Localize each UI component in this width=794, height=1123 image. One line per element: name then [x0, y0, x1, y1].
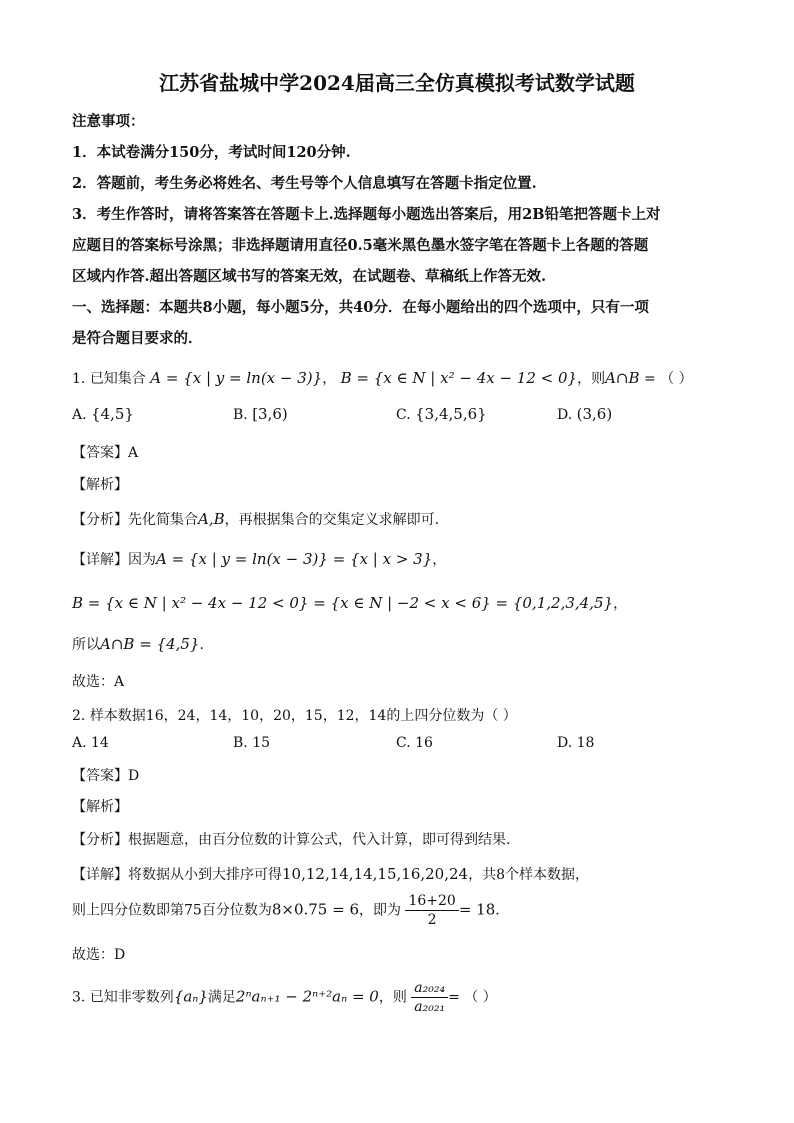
q1-analysis-tag: 【解析】: [72, 477, 128, 493]
option-label: B.: [233, 407, 248, 423]
option-value: 18: [576, 735, 595, 751]
fraction-numerator: 16+20: [405, 892, 458, 911]
result-formula: A∩B = {4,5}: [100, 635, 200, 653]
so-text: 所以: [72, 637, 100, 653]
detail-text: 则上四分位数即第75百分位数为: [72, 902, 272, 919]
question-3: [72, 979, 497, 1016]
comma: ，: [322, 371, 337, 387]
fenxi-text: 先化简集合: [128, 512, 198, 528]
option-value: {4,5}: [91, 405, 134, 423]
q2-detail-line-1: [72, 864, 589, 884]
option-label: C.: [396, 407, 411, 423]
q2-answer: [72, 765, 139, 785]
q1-detail-line-2: [72, 593, 627, 613]
q1-detail-line-3: [72, 634, 204, 654]
fraction: [405, 892, 458, 929]
answer-value: A: [128, 445, 139, 461]
q1-option-d: [557, 405, 612, 423]
detail-formula: A = {x | y = ln(x − 3)} = {x | x > 3}: [156, 550, 433, 568]
question-number: 2.: [72, 708, 86, 724]
notice-line-4: 应题目的答案标号涂黑；非选择题请用直径0.5毫米黑色墨水签字笔在答题卡上各题的答题: [72, 237, 649, 254]
question-text: 已知非零数列: [89, 989, 174, 1006]
q1-answer: [72, 442, 138, 462]
recurrence-formula: 2ⁿaₙ₊₁ − 2ⁿ⁺²aₙ = 0: [235, 987, 379, 1006]
fenxi-text: 根据题意，由百分位数的计算公式，代入计算，即可得到结果.: [128, 832, 511, 848]
option-label: B.: [233, 735, 248, 751]
fenxi-tag: 【分析】: [72, 512, 128, 528]
option-value: 14: [91, 735, 109, 751]
q2-option-c: [396, 735, 433, 751]
page-title: 江苏省盐城中学2024届高三全仿真模拟考试数学试题: [159, 71, 635, 95]
option-value: 15: [252, 735, 271, 751]
set-a-formula: A = {x | y = ln(x − 3)}: [150, 369, 323, 387]
detail-text-2: ，共8个样本数据，: [468, 867, 589, 883]
q2-fenxi: [72, 829, 510, 849]
q2-option-d: [557, 735, 594, 751]
section-heading-line-2: 是符合题目要求的．: [72, 330, 203, 347]
fraction-denominator: a₂₀₂₁: [414, 999, 446, 1015]
option-value: (3,6): [576, 405, 613, 423]
answer-tag: 【答案】: [72, 768, 128, 784]
option-label: A.: [72, 735, 87, 751]
detail-tag: 【详解】: [72, 552, 128, 568]
question-blank: = （ ）: [448, 989, 497, 1006]
detail-tail: ，: [432, 552, 447, 568]
detail-formula-b: B = {x ∈ N | x² − 4x − 12 < 0} = {x ∈ N | −2 < x < 6} = {0,1,2,3,4,5}: [72, 594, 614, 612]
notice-heading: 注意事项：: [72, 113, 145, 130]
answer-tag: 【答案】: [72, 445, 128, 461]
period: .: [199, 637, 204, 653]
question-text-mid: 满足: [207, 989, 236, 1006]
answer-value: D: [128, 768, 140, 784]
option-label: D.: [557, 735, 573, 751]
q2-choose: 故选：D: [72, 947, 126, 963]
fenxi-text-2: ，再根据集合的交集定义求解即可.: [224, 512, 440, 528]
question-text-post: ，则: [577, 371, 606, 387]
notice-line-2: 2．答题前，考生务必将姓名、考生号等个人信息填写在答题卡指定位置.: [72, 175, 537, 192]
detail-text: 将数据从小到大排序可得: [128, 867, 282, 883]
question-number: 1.: [72, 371, 86, 387]
question-text: 样本数据16，24，14，10，20，15，12，14的上四分位数为（ ）: [89, 708, 517, 724]
question-text: 已知集合: [89, 371, 146, 387]
fenxi-math: A,B: [198, 510, 225, 528]
option-label: D.: [557, 407, 573, 423]
sequence-symbol: {aₙ}: [173, 987, 208, 1006]
period: .: [495, 902, 500, 919]
fenxi-tag: 【分析】: [72, 832, 128, 848]
q1-option-b: [233, 405, 288, 423]
option-value: {3,4,5,6}: [415, 405, 487, 423]
q2-analysis-tag: 【解析】: [72, 799, 128, 815]
option-value: 16: [415, 735, 433, 751]
q1-option-a: [72, 405, 134, 423]
notice-line-1: 1．本试卷满分150分，考试时间120分钟.: [72, 144, 351, 161]
fraction-denominator: 2: [427, 912, 437, 928]
question-blank: = （ ）: [639, 371, 693, 387]
section-heading-line-1: 一、选择题：本题共8小题，每小题5分，共40分．在每小题给出的四个选项中，只有一项: [72, 299, 649, 316]
option-label: A.: [72, 407, 87, 423]
q2-detail-line-2: [72, 892, 500, 929]
intersection-expr: A∩B: [605, 369, 640, 387]
option-value: [3,6): [252, 405, 288, 423]
q1-fenxi: [72, 509, 439, 529]
notice-line-3: 3．考生作答时，请将答案答在答题卡上.选择题每小题选出答案后，用2B铅笔把答题卡上对: [72, 206, 661, 223]
q1-detail-line-1: [72, 549, 446, 569]
set-b-formula: B = {x ∈ N | x² − 4x − 12 < 0}: [340, 369, 578, 387]
question-number: 3.: [72, 989, 86, 1006]
ratio-fraction: [411, 979, 448, 1016]
detail-tail: ，: [613, 596, 628, 612]
fraction-numerator: a₂₀₂₄: [411, 979, 448, 998]
detail-tag: 【详解】: [72, 867, 128, 883]
q2-option-b: [233, 735, 270, 751]
percentile-calc: 8×0.75 = 6: [271, 900, 359, 919]
detail-text-2: ，即为: [359, 902, 401, 919]
question-1: [72, 368, 693, 388]
q1-choose: 故选：A: [72, 674, 125, 690]
result-eq: = 18: [458, 900, 496, 919]
sorted-data: 10,12,14,14,15,16,20,24: [282, 865, 469, 883]
q2-option-a: [72, 735, 109, 751]
detail-text: 因为: [128, 552, 156, 568]
question-text-post: ，则: [378, 989, 407, 1006]
notice-line-5: 区域内作答.超出答题区域书写的答案无效，在试题卷、草稿纸上作答无效.: [72, 268, 547, 285]
option-label: C.: [396, 735, 411, 751]
q1-option-c: [396, 405, 487, 423]
question-2: [72, 705, 517, 725]
